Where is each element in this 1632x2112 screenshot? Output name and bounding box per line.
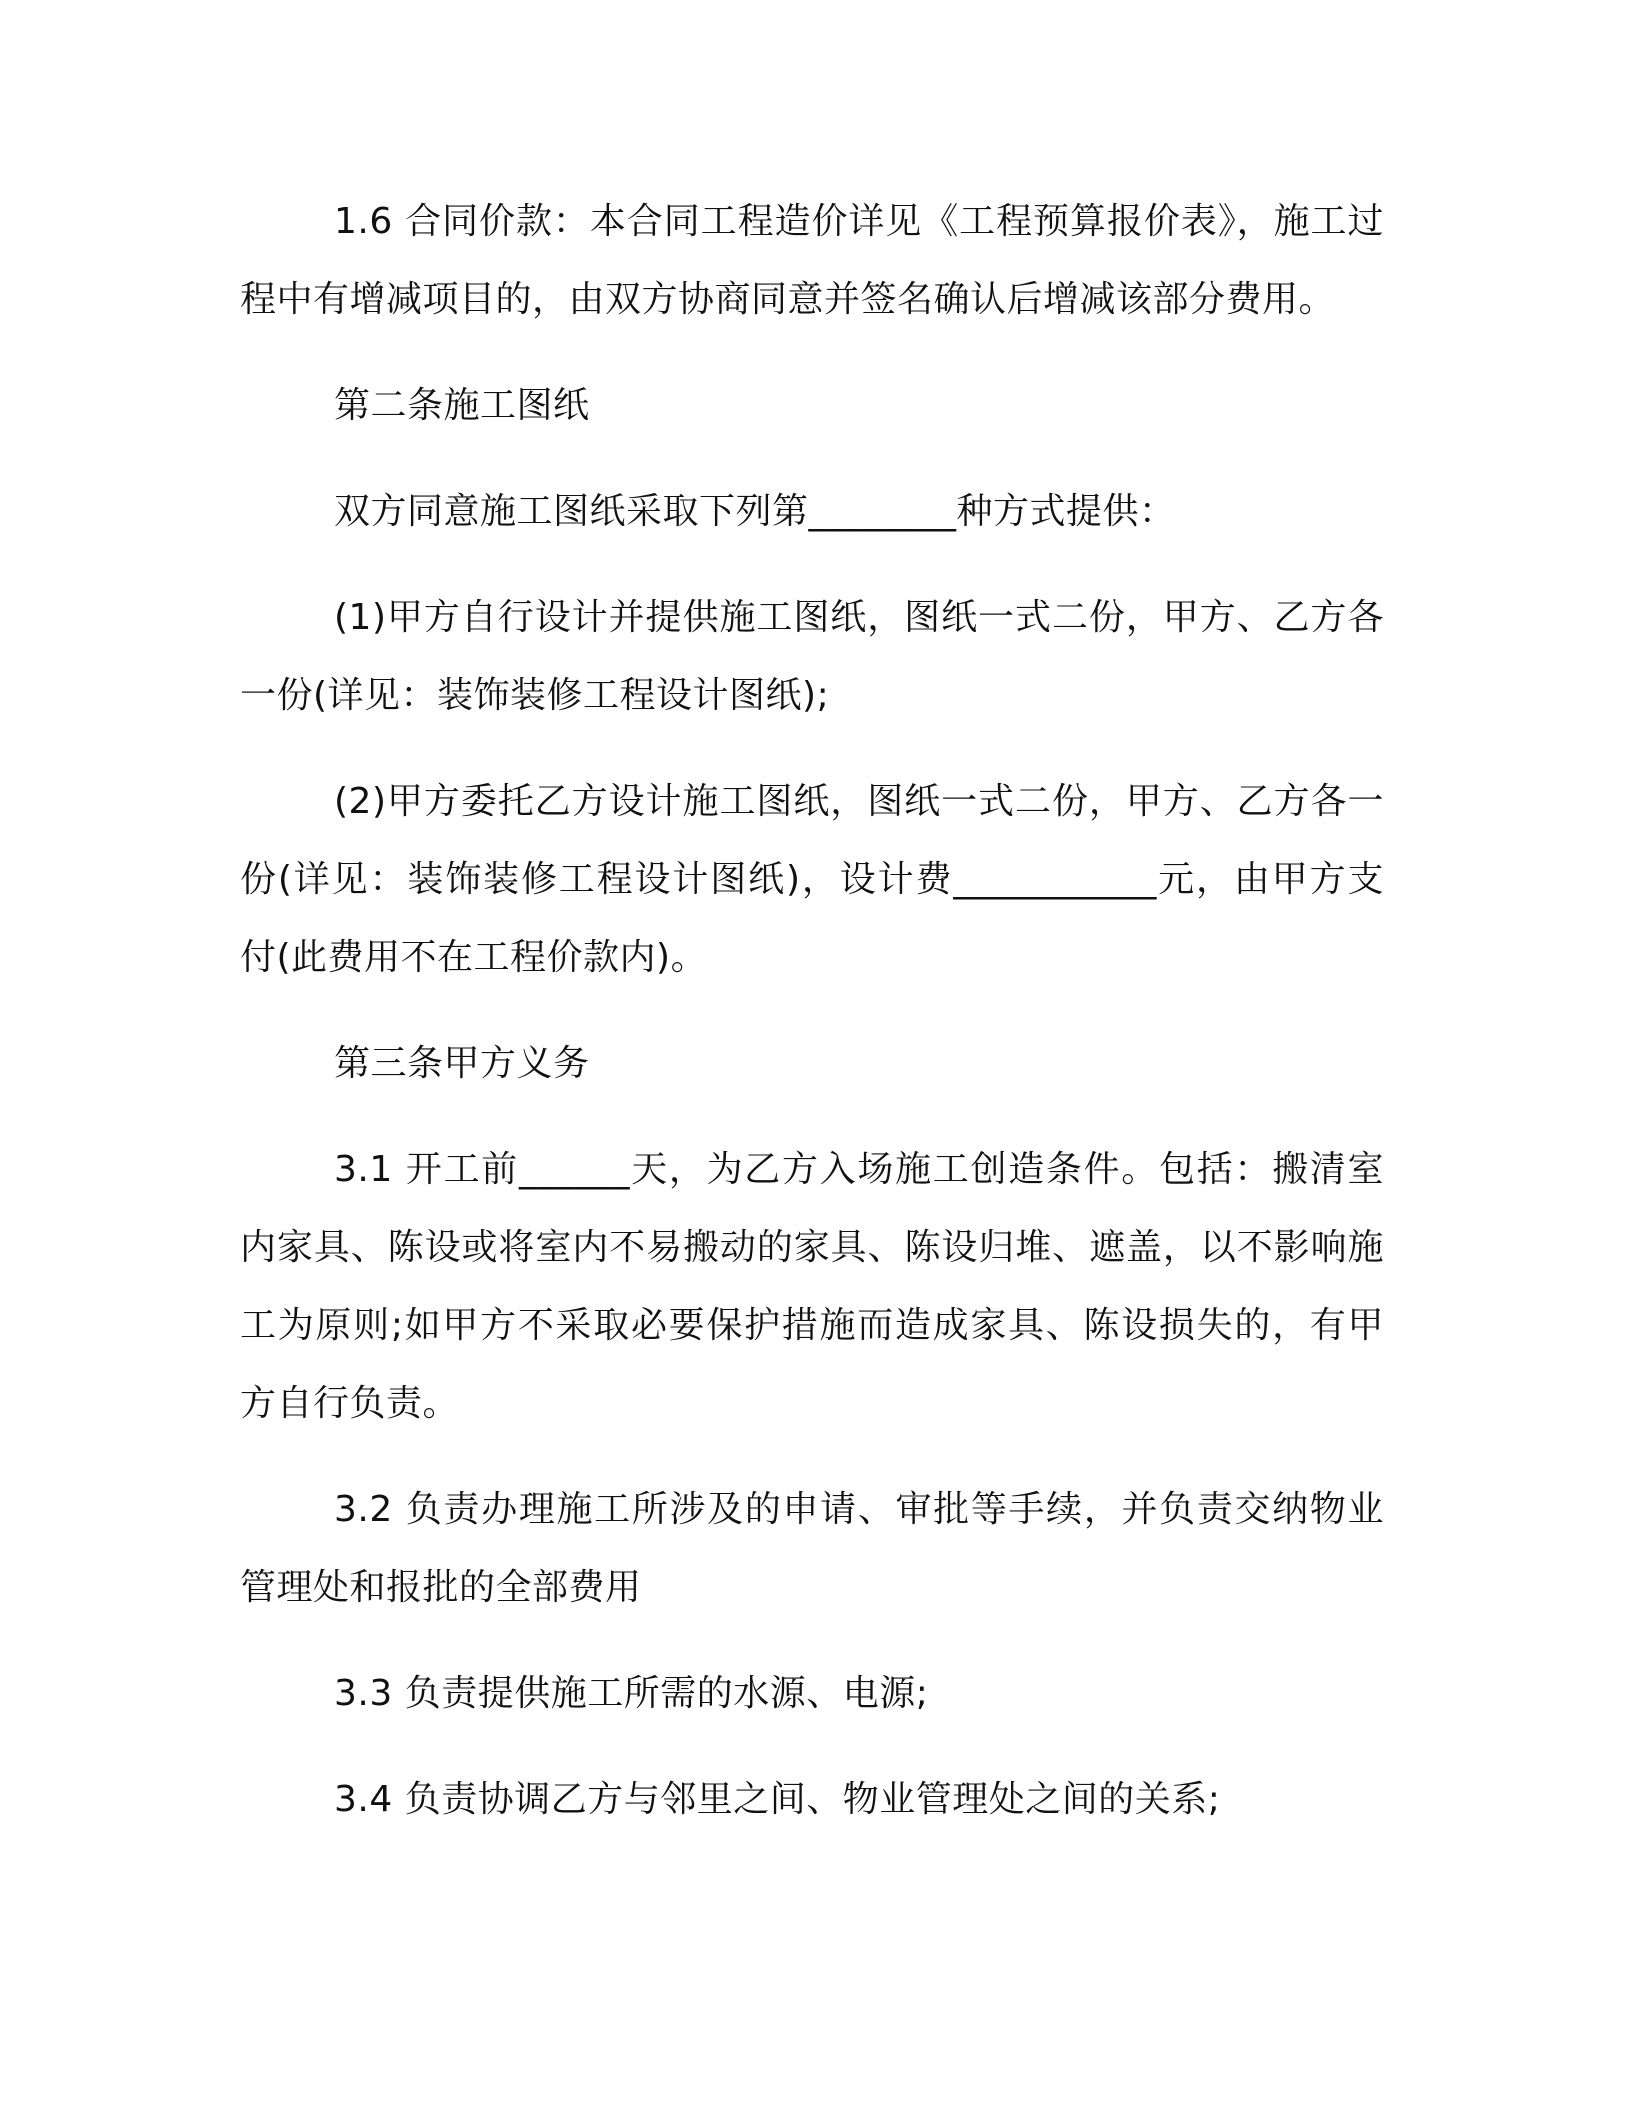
paragraph-option-2: (2)甲方委托乙方设计施工图纸，图纸一式二份，甲方、乙方各一份(详见：装饰装修工程设计图纸)，设计费___________元，由甲方支付(此费用不在工程价款内)。 <box>240 781 1384 978</box>
paragraph-3-1: 3.1 开工前______天，为乙方入场施工创造条件。包括：搬清室内家具、陈设或将室内不易搬动的家具、陈设归堆、遮盖，以不影响施工为原则;如甲方不采取必要保护措施而造成家具、陈设损失的，有甲方自行负责。 <box>240 1149 1384 1424</box>
paragraph-1-6-contract-price: 1.6 合同价款：本合同工程造价详见《工程预算报价表》，施工过程中有增减项目的，由双方协商同意并签名确认后增减该部分费用。 <box>240 201 1384 320</box>
paragraph-3-2: 3.2 负责办理施工所涉及的申请、审批等手续，并负责交纳物业管理处和报批的全部费用 <box>240 1489 1384 1608</box>
paragraph-3-4: 3.4 负责协调乙方与邻里之间、物业管理处之间的关系; <box>334 1779 1221 1820</box>
paragraph-3-3: 3.3 负责提供施工所需的水源、电源; <box>334 1673 929 1714</box>
paragraph-drawing-method: 双方同意施工图纸采取下列第________种方式提供： <box>334 491 1176 532</box>
document-body <box>240 183 1384 1867</box>
heading-article-2-drawings: 第二条施工图纸 <box>334 385 590 426</box>
paragraph-option-1: (1)甲方自行设计并提供施工图纸，图纸一式二份，甲方、乙方各一份(详见：装饰装修工程设计图纸); <box>240 597 1384 716</box>
heading-article-3-party-a-obligations: 第三条甲方义务 <box>334 1043 590 1084</box>
